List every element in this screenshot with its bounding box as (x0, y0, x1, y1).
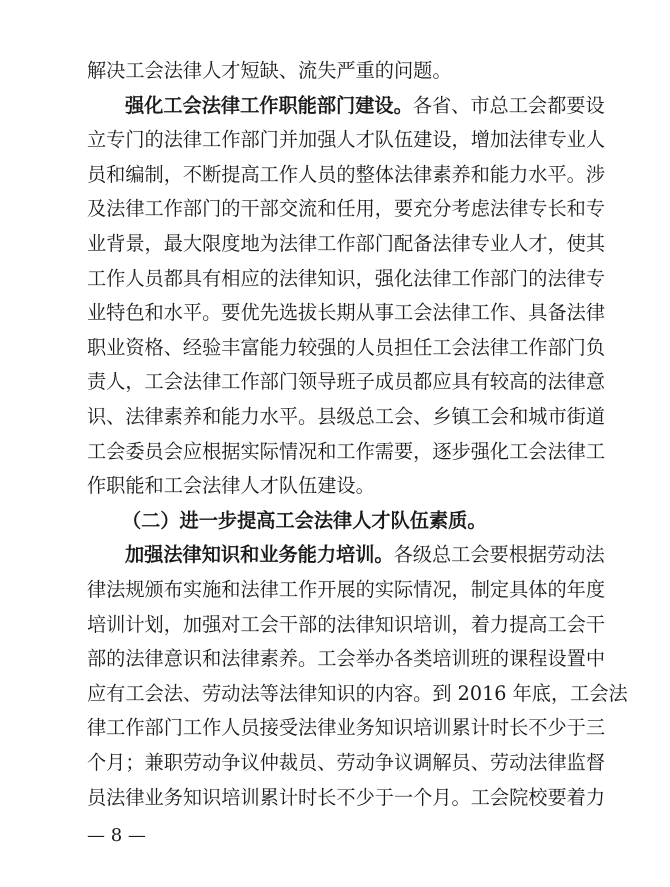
line-text: 培训计划，加强对工会干部的法律知识培训，着力提高工会干 (87, 612, 606, 636)
line-text: 责人，工会法律工作部门领导班子成员都应具有较高的法律意 (87, 370, 606, 394)
line-text: 立专门的法律工作部门并加强人才队伍建设，增加法律专业人 (87, 128, 606, 152)
body-text-line (87, 123, 606, 157)
line-text: 作职能和工会法律人才队伍建设。 (87, 474, 375, 498)
line-text: 员法律业务知识培训累计时长不少于一个月。工会院校要着力 (87, 785, 606, 809)
line-text: 及法律工作部门的干部交流和任用，要充分考虑法律专长和专 (87, 197, 606, 221)
line-text: 解决工会法律人才短缺、流失严重的问题。 (87, 59, 452, 82)
line-text: 工作人员都具有相应的法律知识，强化法律工作部门的法律专 (87, 266, 606, 290)
body-text-line (125, 89, 605, 123)
body-text-line (87, 54, 584, 88)
line-text: 各级总工会要根据劳动法 (393, 543, 605, 567)
body-text-line (125, 538, 605, 572)
line-text: 员和编制，不断提高工作人员的整体法律素养和能力水平。涉 (87, 162, 606, 186)
line-text: 职业资格、经验丰富能力较强的人员担任工会法律工作部门负 (87, 335, 606, 359)
line-text: 应有工会法、劳动法等法律知识的内容。到 2016 年底，工会法 (87, 681, 628, 705)
body-text-line (87, 746, 606, 780)
line-text: 工会委员会应根据实际情况和工作需要，逐步强化工会法律工 (87, 439, 606, 463)
body-text-line (87, 677, 628, 711)
line-text: 个月；兼职劳动争议仲裁员、劳动争议调解员、劳动法律监督 (87, 751, 606, 774)
line-text: 律工作部门工作人员接受法律业务知识培训累计时长不少于三 (87, 716, 606, 740)
body-text-line (87, 435, 606, 469)
body-text-line (87, 158, 606, 192)
line-text: 律法规颁布实施和法律工作开展的实际情况，制定具体的年度 (87, 578, 606, 601)
line-text: 识、法律素养和能力水平。县级总工会、乡镇工会和城市街道 (87, 405, 606, 428)
body-text-line (87, 331, 606, 365)
body-text-line (87, 781, 606, 815)
section-heading: （二）进一步提高工会法律人才队伍素质。 (122, 508, 487, 532)
body-text-line (87, 227, 606, 261)
body-text-line (87, 642, 606, 676)
line-text: 业背景，最大限度地为法律工作部门配备法律专业人才，使其 (87, 232, 606, 255)
line-text: 部的法律意识和法律素养。工会举办各类培训班的课程设置中 (87, 647, 606, 671)
body-text-line (87, 400, 606, 434)
body-text-line (87, 262, 606, 296)
body-text-line (87, 469, 584, 503)
body-text-line (87, 296, 606, 330)
line-text: 各省、市总工会都要设 (412, 93, 605, 117)
inline-bold-heading: 加强法律知识和业务能力培训。 (125, 543, 394, 567)
inline-bold-heading: 强化工会法律工作职能部门建设。 (125, 93, 413, 117)
line-text: 业特色和水平。要优先选拔长期从事工会法律工作、具备法律 (87, 301, 606, 325)
body-text-line (87, 608, 606, 642)
body-text-line (87, 192, 606, 226)
body-text-line (87, 365, 606, 399)
page-number: — 8 — (87, 825, 146, 847)
body-text-line (87, 573, 606, 607)
body-text-line (87, 711, 606, 745)
